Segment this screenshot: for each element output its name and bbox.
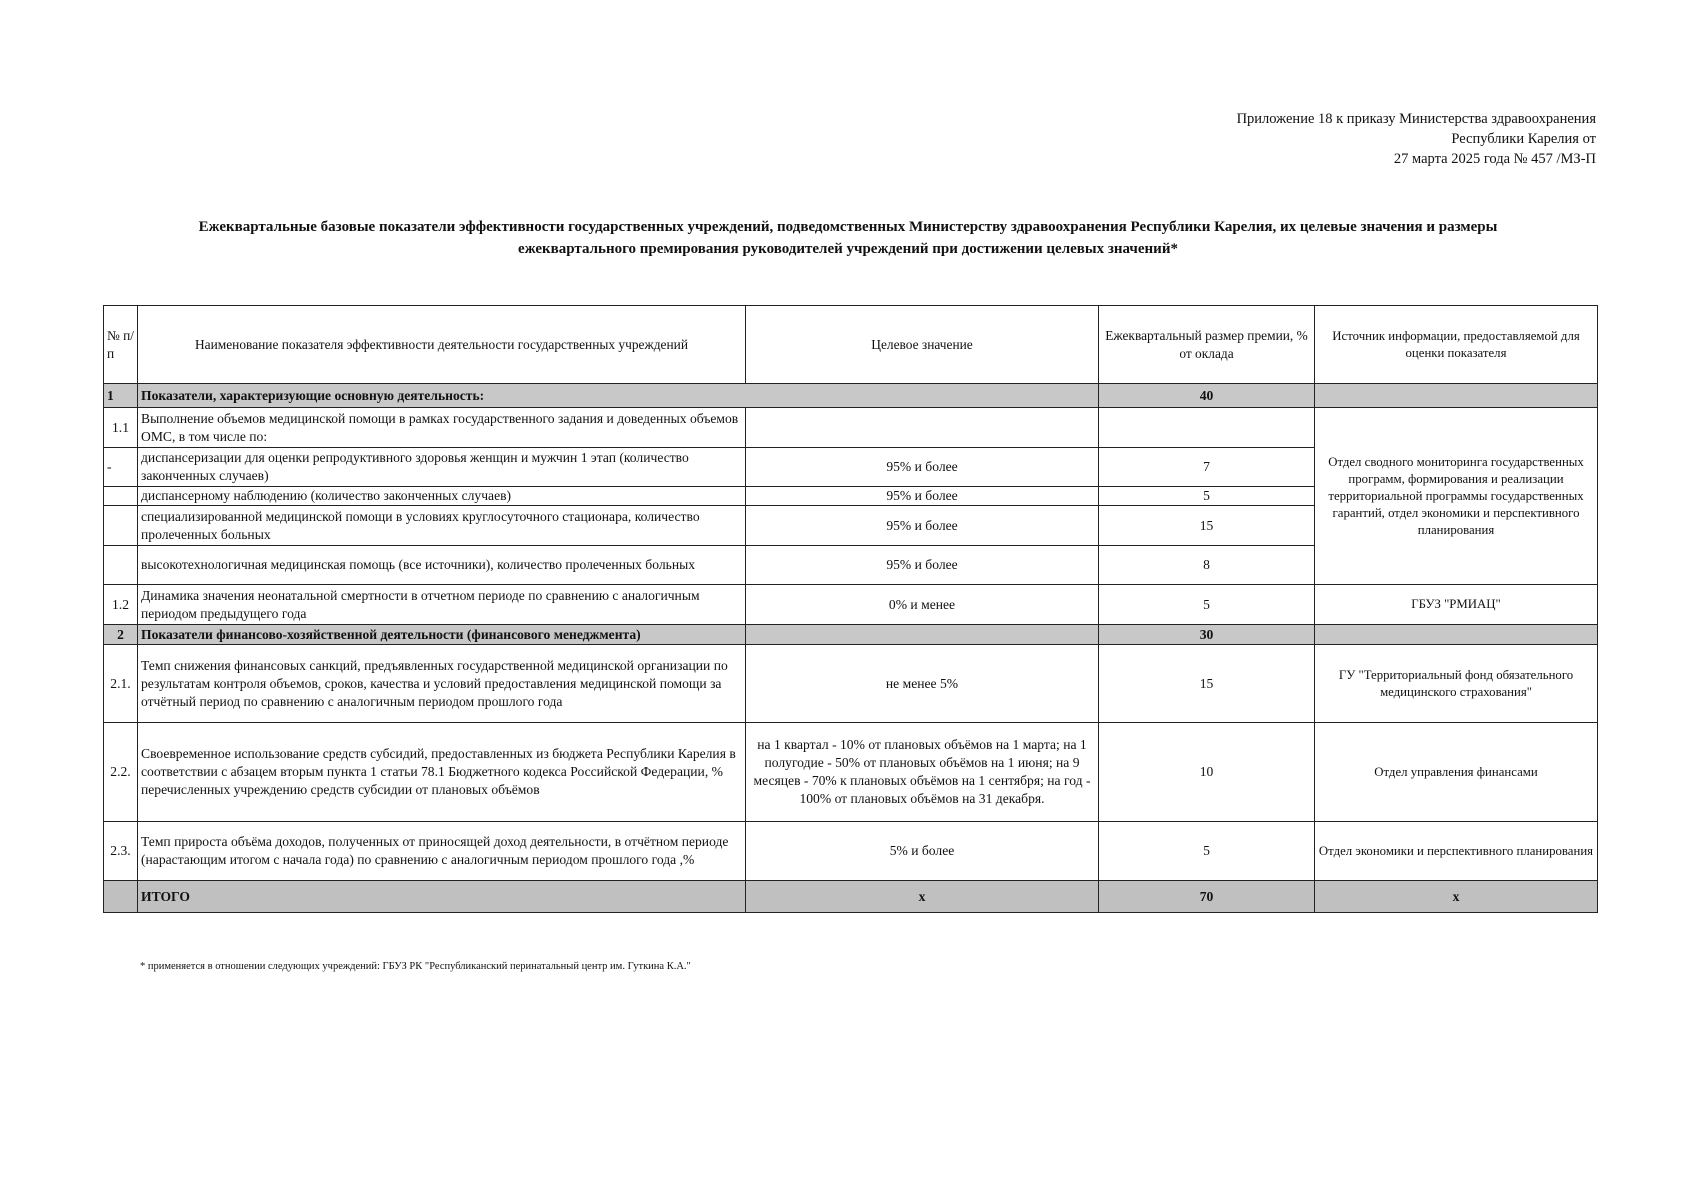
row-bonus: 5 [1099,585,1315,625]
row-num [104,506,138,546]
total-num [104,881,138,913]
table-header-row [104,306,1598,384]
section-row [104,384,1598,408]
row-bonus: 5 [1099,487,1315,506]
section-bonus: 30 [1099,625,1315,645]
row-num: 2.2. [104,723,138,822]
section-source [1315,625,1598,645]
row-name: Темп прироста объёма доходов, полученных от приносящей доход деятельности, в отчётном периоде (нарастающим итогом с начала года) по сравнению с аналогичным периодом прошлого года ,% [138,822,746,881]
row-target: 95% и более [746,546,1099,585]
row-source: Отдел управления финансами [1315,723,1598,822]
section-target [746,625,1099,645]
footnote: * применяется в отношении следующих учреждений: ГБУЗ РК "Республиканский перинатальный центр им. Гуткина К.А." [140,961,691,972]
row-num: - [104,448,138,487]
row-source: Отдел сводного мониторинга государственных программ, формирования и реализации территориальной программы государственных гарантий, отдел экономики и перспективного планирования [1315,408,1598,585]
row-name: Выполнение объемов медицинской помощи в рамках государственного задания и доведенных объемов ОМС, в том числе по: [138,408,746,448]
document-title [120,216,1576,260]
title-line: ежеквартального премирования руководителей учреждений при достижении целевых значений* [518,241,1178,257]
row-bonus: 8 [1099,546,1315,585]
row-num: 1.2 [104,585,138,625]
section-row [104,625,1598,645]
row-target: 95% и более [746,487,1099,506]
total-bonus: 70 [1099,881,1315,913]
section-num: 1 [104,384,138,408]
appendix-line: Приложение 18 к приказу Министерства здравоохранения [1236,111,1596,127]
header-source: Источник информации, предоставляемой для оценки показателя [1315,306,1598,384]
row-source: ГУ "Территориальный фонд обязательного медицинского страхования" [1315,645,1598,723]
row-name: диспансерному наблюдению (количество законченных случаев) [138,487,746,506]
row-num: 1.1 [104,408,138,448]
header-num: № п/п [104,306,138,384]
row-target: 5% и более [746,822,1099,881]
appendix-line: Республики Карелия от [1451,131,1596,147]
appendix-line: 27 марта 2025 года № 457 /МЗ-П [1393,151,1596,167]
section-source [1315,384,1598,408]
header-bonus: Ежеквартальный размер премии, % от оклада [1099,306,1315,384]
row-bonus: 7 [1099,448,1315,487]
indicators-table [103,305,1598,913]
section-bonus: 40 [1099,384,1315,408]
row-name: Динамика значения неонатальной смертности в отчетном периоде по сравнению с аналогичным периодом предыдущего года [138,585,746,625]
table-row [104,585,1598,625]
row-bonus: 15 [1099,506,1315,546]
row-name: Темп снижения финансовых санкций, предъявленных государственной медицинской организации по результатам контроля объемов, сроков, качества и условий предоставления медицинской помощи за отчётный период по сравнению с аналогичным периодом прошлого года [138,645,746,723]
row-bonus [1099,408,1315,448]
row-target: на 1 квартал - 10% от плановых объёмов на 1 марта; на 1 полугодие - 50% от плановых объёмов на 1 июня; на 9 месяцев - 70% к плановых объёмов на 1 сентября; на год - 100% от плановых объёмов на 31 декабря. [746,723,1099,822]
row-name: диспансеризации для оценки репродуктивного здоровья женщин и мужчин 1 этап (количество законченных случаев) [138,448,746,487]
row-num [104,487,138,506]
row-target: 95% и более [746,506,1099,546]
row-target: не менее 5% [746,645,1099,723]
section-name: Показатели, характеризующие основную деятельность: [138,384,1099,408]
row-name: Своевременное использование средств субсидий, предоставленных из бюджета Республики Карелия в соответствии с абзацем вторым пункта 1 статьи 78.1 Бюджетного кодекса Российской Федерации, % перечисленных учреждению средств субсидии от плановых объёмов [138,723,746,822]
section-num: 2 [104,625,138,645]
row-num: 2.3. [104,822,138,881]
appendix-reference [1176,109,1596,169]
total-source: х [1315,881,1598,913]
row-num: 2.1. [104,645,138,723]
row-num [104,546,138,585]
table-row [104,408,1598,448]
header-target: Целевое значение [746,306,1099,384]
table-row [104,822,1598,881]
section-name: Показатели финансово-хозяйственной деятельности (финансового менеджмента) [138,625,746,645]
header-name: Наименование показателя эффективности деятельности государственных учреждений [138,306,746,384]
row-bonus: 15 [1099,645,1315,723]
row-name: высокотехнологичная медицинская помощь (все источники), количество пролеченных больных [138,546,746,585]
row-target: 0% и менее [746,585,1099,625]
title-line: Ежеквартальные базовые показатели эффективности государственных учреждений, подведомственных Министерству здравоохранения Республики Карелия, их целевые значения и размеры [198,219,1498,235]
row-bonus: 10 [1099,723,1315,822]
row-target: 95% и более [746,448,1099,487]
row-source: Отдел экономики и перспективного планирования [1315,822,1598,881]
row-source: ГБУЗ "РМИАЦ" [1315,585,1598,625]
total-row [104,881,1598,913]
row-target [746,408,1099,448]
table-row [104,723,1598,822]
row-bonus: 5 [1099,822,1315,881]
table-row [104,645,1598,723]
total-target: х [746,881,1099,913]
row-name: специализированной медицинской помощи в условиях круглосуточного стационара, количество пролеченных больных [138,506,746,546]
total-label: ИТОГО [138,881,746,913]
